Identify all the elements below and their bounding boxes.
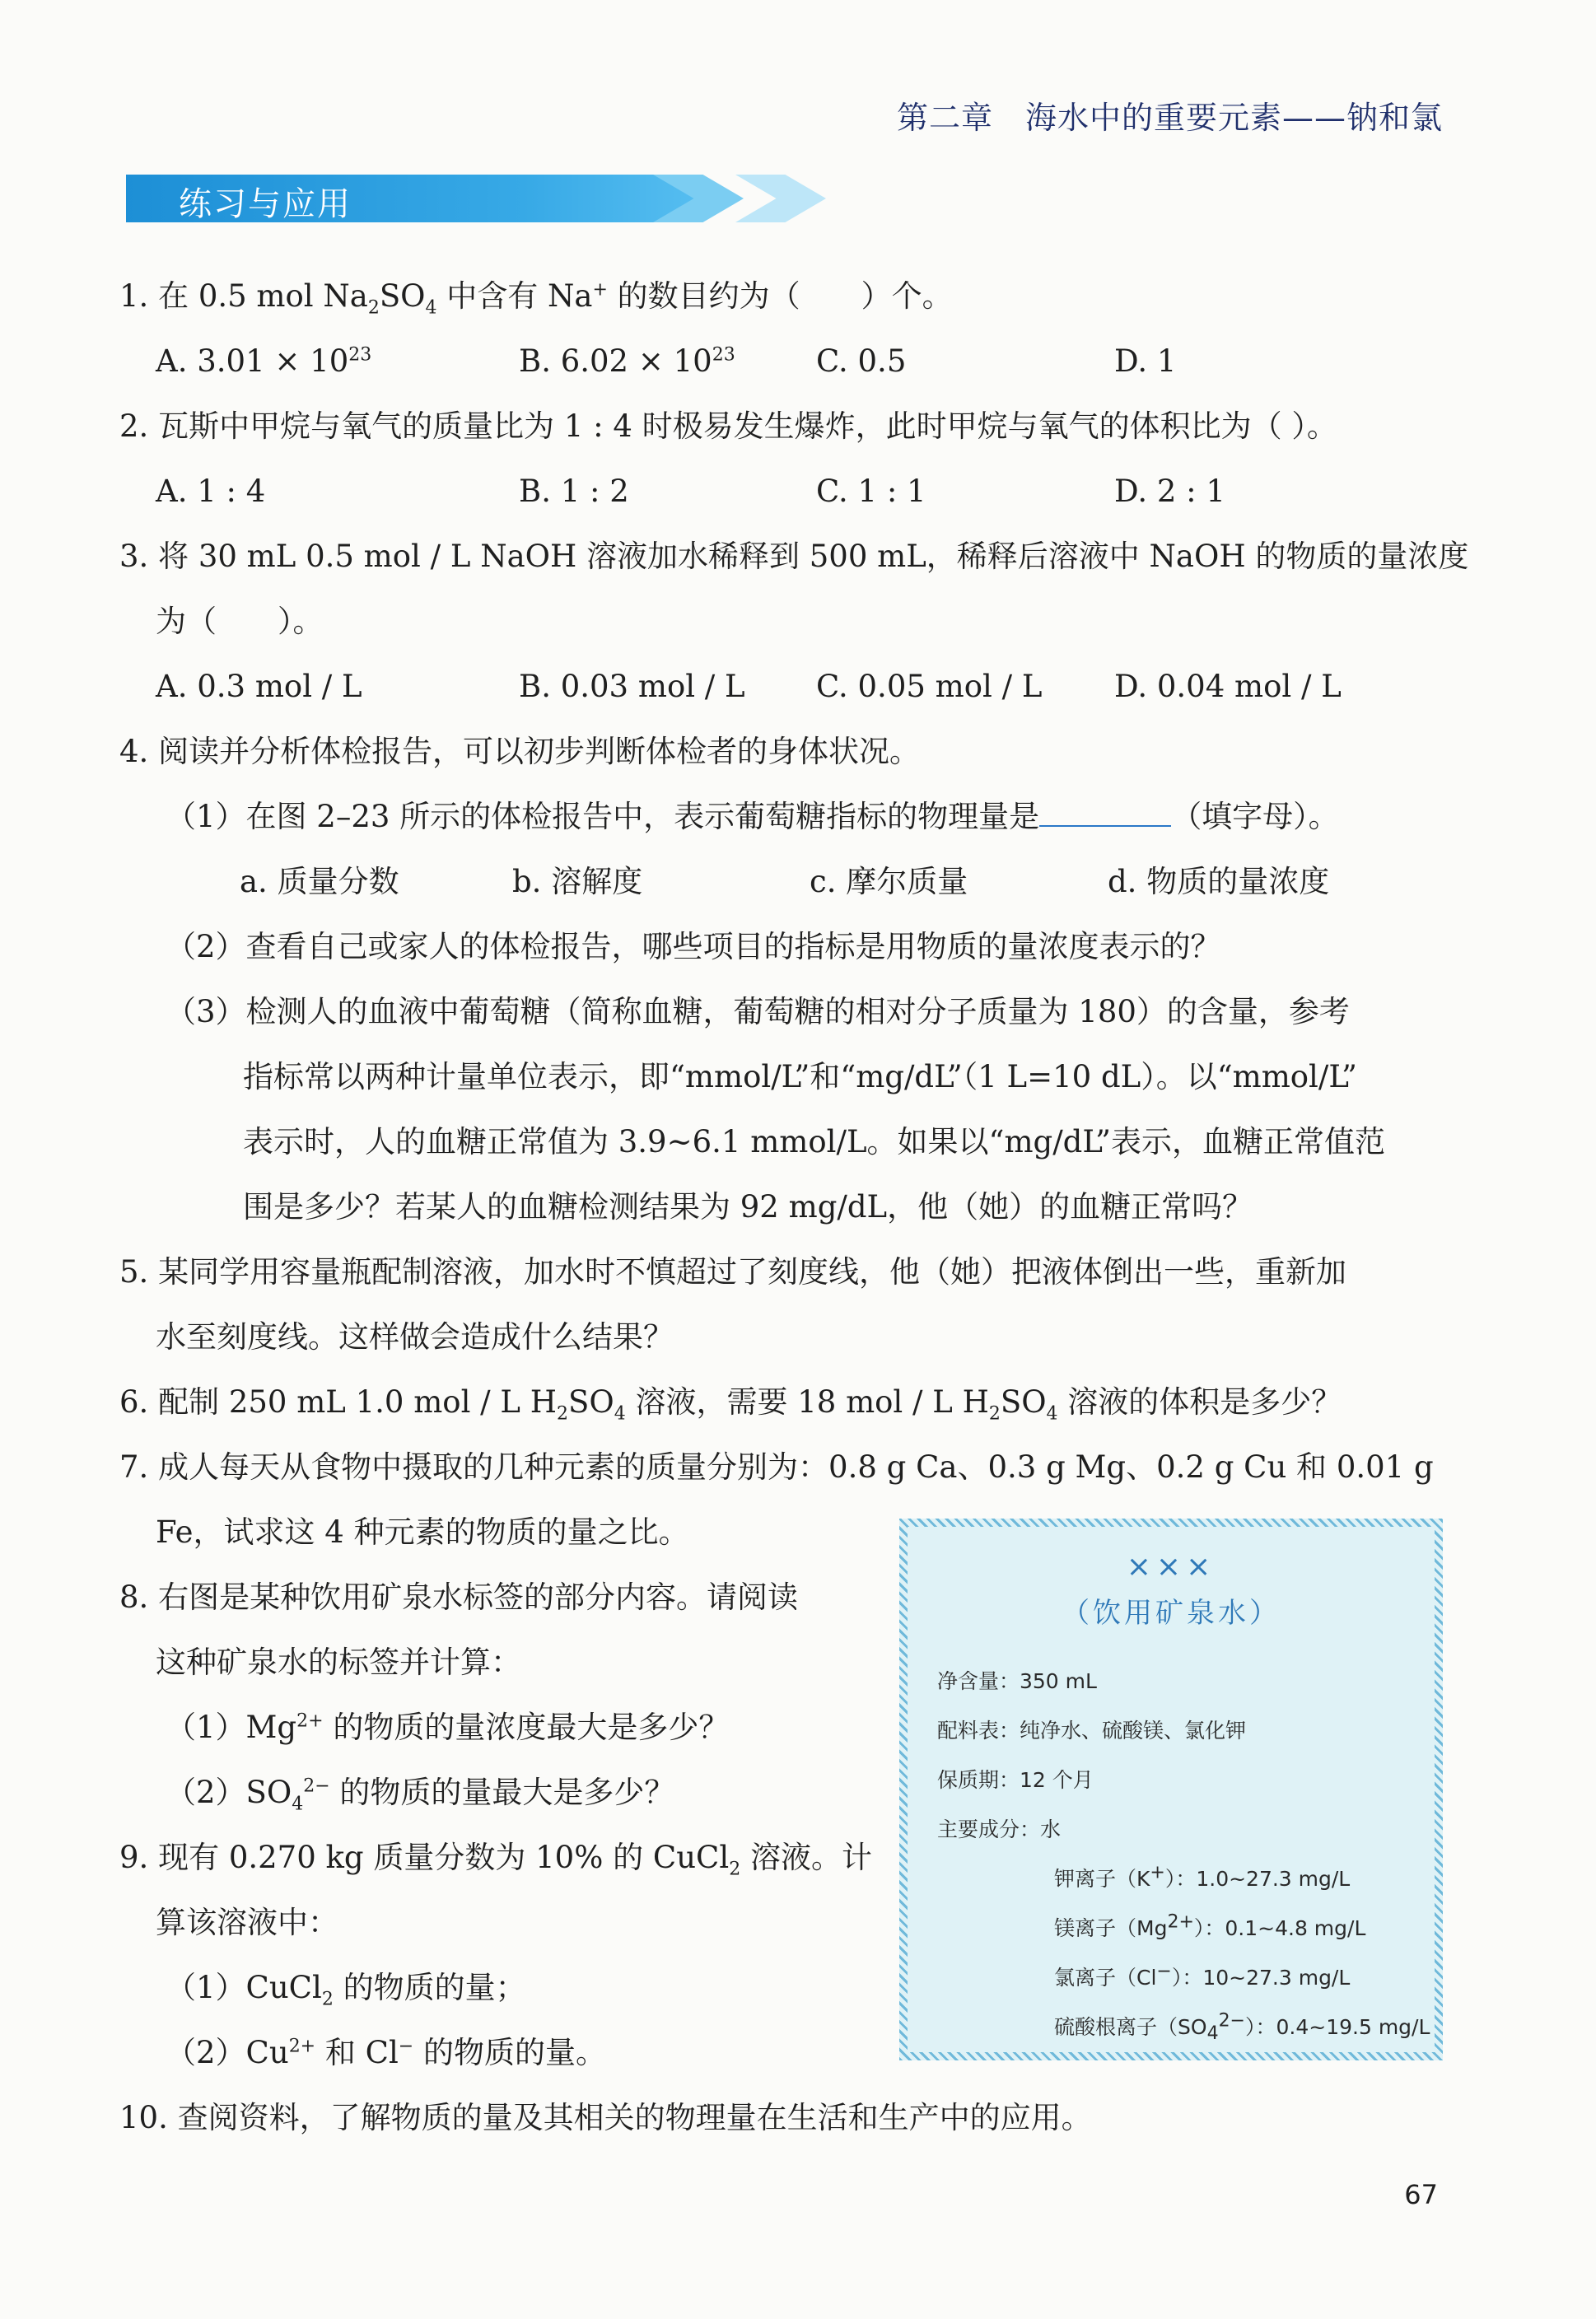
q4-part-2: （2）查看自己或家人的体检报告，哪些项目的指标是用物质的量浓度表示的？ [166, 929, 1221, 964]
q1-text: 的数目约为（ ）个。 [607, 278, 953, 314]
label-ingredients: 配料表：纯净水、硫酸镁、氯化钾 [937, 1719, 1247, 1743]
question-8: 8. 右图是某种饮用矿泉水标签的部分内容。请阅读 [119, 1579, 799, 1615]
q4-option-c: c. 摩尔质量 [810, 864, 968, 899]
q2-option-a: A. 1 : 4 [156, 474, 266, 509]
section-title: 练习与应用 [179, 185, 352, 222]
q4-part-3: （3）检测人的血液中葡萄糖（简称血糖，葡萄糖的相对分子质量为 180）的含量，参考 [166, 994, 1350, 1029]
section-banner [126, 175, 834, 222]
q8-part-2: $(2)SO_4^{2-}$ 的物质的量最大是多少？ [166, 1775, 675, 1815]
question-9: 9. 现有 0.270 kg 质量分数为 10% 的 CuCl$_2$ 溶液。计 [119, 1840, 872, 1880]
q4-part-1-text: （填字母）。 [1171, 799, 1339, 834]
q1-sub: 2 [367, 297, 380, 319]
question-7-cont: Fe，试求这 4 种元素的物质的量之比。 [156, 1514, 689, 1550]
q1-text: 中含有 Na [436, 278, 593, 314]
q4-option-a: a. 质量分数 [240, 864, 399, 899]
question-8-cont: 这种矿泉水的标签并计算： [156, 1645, 521, 1680]
answer-blank[interactable] [1039, 800, 1171, 827]
label-sulfate: 硫酸根离子$(SO_4^{2-})$：0.4~19.5 mg/L [1054, 2010, 1430, 2044]
question-9-cont: 算该溶液中： [156, 1905, 338, 1940]
q1-sub: 4 [425, 297, 437, 319]
q1-option-b: B. $6.02 \times 10^{23}$ [519, 343, 735, 379]
q4-option-b: b. 溶解度 [512, 864, 643, 899]
mineral-water-label [899, 1519, 1443, 2060]
q8-part-1: $(1)Mg^{2+}$ 的物质的量浓度最大是多少？ [166, 1710, 730, 1745]
q1-option-c: C. 0.5 [816, 343, 907, 379]
q4-part-3-cont: 指标常以两种计量单位表示，即“mmol/L”和“mg/dL”（1 L=10 dL）。以“mmol/L” [243, 1059, 1357, 1094]
q2-option-c: C. 1 : 1 [816, 474, 926, 509]
q3-option-c: C. 0.05 mol / L [816, 669, 1043, 704]
q9-part-1: （1）CuCl$_2$ 的物质的量； [166, 1970, 526, 2010]
question-6: 6. 配制 250 mL 1.0 mol / L $H_2SO_4$ 溶液，需要 18 mol / L $H_2SO_4$ 溶液的体积是多少？ [119, 1384, 1342, 1425]
q2-option-d: D. 2 : 1 [1114, 474, 1225, 509]
question-4: 4. 阅读并分析体检报告，可以初步判断体检者的身体状况。 [119, 734, 921, 769]
q4-options [119, 849, 1454, 914]
q3-options [119, 654, 1454, 719]
q1-text: SO [379, 278, 426, 314]
question-1 [119, 264, 1454, 329]
q2-options [119, 459, 1454, 524]
label-shelf-life: 保质期：12 个月 [937, 1768, 1094, 1792]
label-magnesium: 镁离子$(Mg^{2+})$：0.1~4.8 mg/L [1054, 1911, 1366, 1940]
label-net-content: 净含量：350 mL [937, 1669, 1097, 1693]
question-2: 2. 瓦斯中甲烷与氧气的质量比为 1 : 4 时极易发生爆炸，此时甲烷与氧气的体积比为（ ）。 [119, 408, 1337, 444]
question-10: 10. 查阅资料，了解物质的量及其相关的物理量在生活和生产中的应用。 [119, 2100, 1092, 2135]
question-3-cont: 为（ ）。 [156, 604, 324, 639]
q1-options [119, 329, 1454, 394]
q4-part-1-text: （1）在图 2–23 所示的体检报告中，表示葡萄糖指标的物理量是 [166, 799, 1040, 834]
q4-part-3-cont: 围是多少？若某人的血糖检测结果为 92 mg/dL，他（她）的血糖正常吗？ [243, 1189, 1253, 1225]
question-3: 3. 将 30 mL 0.5 mol / L NaOH 溶液加水稀释到 500 mL，稀释后溶液中 NaOH 的物质的量浓度 [119, 539, 1469, 574]
q1-option-d: D. 1 [1114, 343, 1177, 379]
question-7: 7. 成人每天从食物中摄取的几种元素的质量分别为：0.8 g Ca、0.3 g Mg、0.2 g Cu 和 0.01 g [119, 1449, 1434, 1485]
question-5: 5. 某同学用容量瓶配制溶液，加水时不慎超过了刻度线，他（她）把液体倒出一些，重新加 [119, 1254, 1347, 1290]
q3-option-d: D. 0.04 mol / L [1114, 669, 1342, 704]
q4-part-3-cont: 表示时，人的血糖正常值为 3.9~6.1 mmol/L。如果以“mg/dL”表示，血糖正常值范 [243, 1124, 1385, 1160]
question-5-cont: 水至刻度线。这样做会造成什么结果？ [156, 1319, 674, 1355]
label-chloride: 氯离子（Cl−）：10~27.3 mg/L [1054, 1961, 1351, 1990]
q4-part-1 [119, 784, 1454, 849]
chapter-header: 第二章 海水中的重要元素——钠和氯 [896, 100, 1443, 136]
q3-option-b: B. 0.03 mol / L [519, 669, 745, 704]
label-potassium: 钾离子（K+）：1.0~27.3 mg/L [1054, 1862, 1351, 1891]
q2-option-b: B. 1 : 2 [519, 474, 629, 509]
q1-text: 1. 在 0.5 mol Na [119, 278, 368, 314]
label-subtitle: （饮用矿泉水） [1062, 1597, 1281, 1630]
label-brand: ××× [1126, 1550, 1216, 1584]
banner-chevron [735, 175, 826, 222]
q4-option-d: d. 物质的量浓度 [1108, 864, 1330, 899]
q9-part-2: $(2)Cu^{2+}$ 和 Cl− 的物质的量。 [166, 2035, 606, 2070]
q3-option-a: A. 0.3 mol / L [156, 669, 362, 704]
label-main-components: 主要成分：水 [937, 1817, 1062, 1841]
page-number: 67 [1404, 2179, 1438, 2210]
q1-sup: + [592, 279, 608, 301]
q1-option-a: A. $3.01 \times 10^{23}$ [156, 343, 372, 379]
